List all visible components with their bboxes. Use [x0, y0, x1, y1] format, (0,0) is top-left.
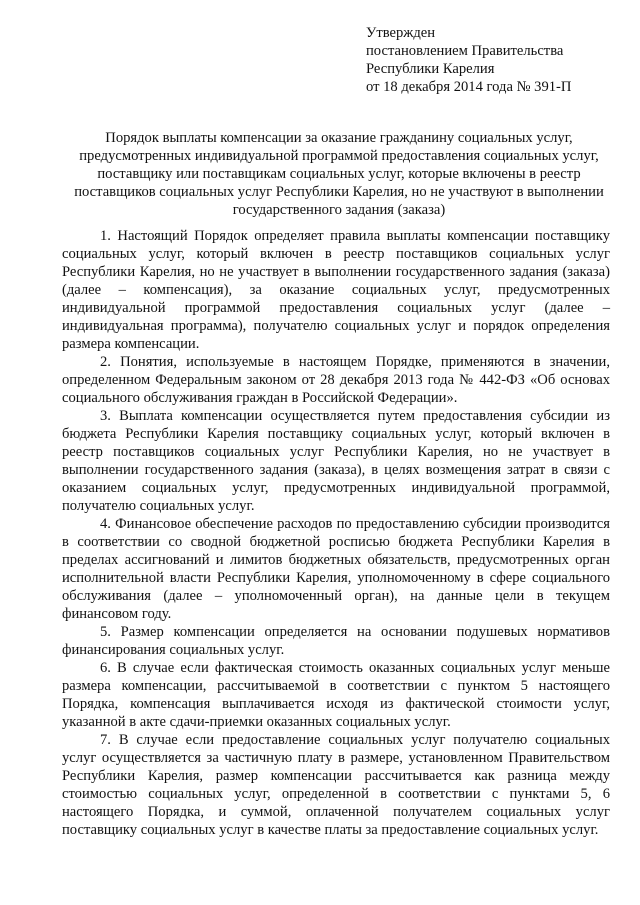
paragraph-6: 6. В случае если фактическая стоимость оказанных социальных услуг меньше размера компенсации, рассчитываемой в соответствии с пунктом 5 настоящего Порядка, компенсация выплачивается исходя из фактической стоимости услуг, указанной в акте сдачи-приемки оказанных социальных услуг. [62, 660, 610, 730]
title-line: поставщиков социальных услуг Республики Карелия, но не участвуют в выполнении [74, 184, 604, 200]
approval-line-approved: Утвержден [366, 25, 436, 41]
document-body [62, 227, 610, 839]
approval-stamp [366, 24, 626, 96]
paragraph-3: 3. Выплата компенсации осуществляется путем предоставления субсидии из бюджета Республики Карелия поставщику социальных услуг, который включен в реестр поставщиков социальных услуг Республики Карелия, но не участвует в выполнении государственного задания (заказа), в целях возмещения затрат в связи с оказанием социальных услуг, предусмотренных индивидуальной программой, получателю социальных услуг. [62, 408, 610, 514]
document-title [56, 129, 622, 219]
title-line: Порядок выплаты компенсации за оказание гражданину социальных услуг, [105, 130, 573, 146]
title-line: поставщику или поставщикам социальных услуг, которые включены в реестр [97, 166, 581, 182]
approval-line-resolution: постановлением Правительства [366, 43, 564, 59]
paragraph-2: 2. Понятия, используемые в настоящем Порядке, применяются в значении, определенном Федеральным законом от 28 декабря 2013 года № 442-ФЗ «Об основах социального обслуживания граждан в Российской Федерации». [62, 354, 610, 406]
title-line: предусмотренных индивидуальной программой предоставления социальных услуг, [79, 148, 599, 164]
paragraph-4: 4. Финансовое обеспечение расходов по предоставлению субсидии производится в соответствии со сводной бюджетной росписью бюджета Республики Карелия в пределах ассигнований и лимитов бюджетных обязательств, предусмотренных орган исполнительной власти Республики Карелия, уполномоченному в сфере социального обслуживания (далее – уполномоченный орган), на данные цели в текущем финансовом году. [62, 516, 610, 622]
title-line: государственного задания (заказа) [232, 202, 446, 218]
approval-line-date: от 18 декабря 2014 года № 391-П [366, 79, 572, 95]
paragraph-1: 1. Настоящий Порядок определяет правила выплаты компенсации поставщику социальных услуг, который включен в реестр поставщиков социальных услуг Республики Карелия, но не участвует в выполнении государственного задания (заказа) (далее – компенсация), за оказание социальных услуг, предусмотренных индивидуальной программой предоставления социальных услуг (далее – индивидуальная программа), получателю социальных услуг и порядок определения размера компенсации. [62, 228, 610, 352]
paragraph-5: 5. Размер компенсации определяется на основании подушевых нормативов финансирования социальных услуг. [62, 624, 610, 658]
paragraph-7: 7. В случае если предоставление социальных услуг получателю социальных услуг осуществляется за частичную плату в размере, установленном Правительством Республики Карелия, размер компенсации рассчитывается как разница между стоимостью социальных услуг, определенной в соответствии с пунктами 5, 6 настоящего Порядка, и суммой, оплаченной получателем социальных услуг поставщику социальных услуг в качестве платы за предоставление социальных услуг. [62, 732, 610, 838]
approval-line-republic: Республики Карелия [366, 61, 495, 77]
